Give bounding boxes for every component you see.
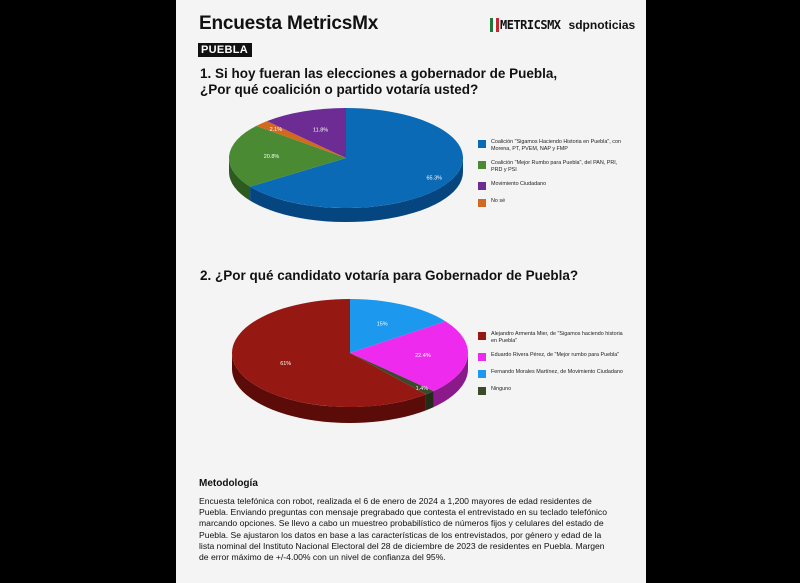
pie-2-label-3: 1.4% [415,386,429,393]
methodology-title: Metodología [199,478,258,489]
legend-1-item [478,160,628,173]
legend-label: Fernando Morales Martínez, de Movimiento Ciudadano [491,369,623,376]
pie-chart-1 [229,108,463,222]
legend-swatch [478,353,486,361]
legend-2-item [478,331,628,344]
pie-2-label-2: 22.4% [415,353,431,360]
legend-2-item [478,369,628,378]
legend-label: No sé [491,198,506,205]
legend-swatch [478,387,486,395]
methodology-text: Encuesta telefónica con robot, realizada el 6 de enero de 2024 a 1,200 mayores de edad residentes de Puebla. Enviando preguntas con mensaje pregrabado que contesta el entrevistado en su teclado telefónico marcando opciones. Se llevo a cabo un muestreo probabilístico de números fijos y celulares del estado de Puebla. Se ajustaron los datos en base a las características de los entrevistados, por género y edad de la lista nominal del Instituto Nacional Electoral del 28 de diciembre de 2023 de residentes en Puebla. Margen de error máximo de +/-4.00% con un nivel de confianza del 95%. [199,496,608,563]
pie-1-label-4: 11.8% [312,127,329,134]
legend-swatch [478,370,486,378]
legend-label: Ninguno [491,386,512,393]
legend-swatch [478,332,486,340]
legend-swatch [478,199,486,207]
metricsmx-logo: METRICSMX [500,18,561,32]
pie-chart-2 [232,299,468,423]
legend-1-item [478,181,628,190]
legend-1-item [478,139,628,152]
survey-card [176,0,646,583]
legend-swatch [478,182,486,190]
region-badge: PUEBLA [198,43,252,57]
legend-chart-1 [478,139,628,215]
legend-swatch [478,140,486,148]
question-1-line-1: 1. Si hoy fueran las elecciones a gobernador de Puebla, [200,66,558,81]
pie-1-label-3: 2.1% [269,126,283,133]
legend-label: Alejandro Armenta Mier, de "Sigamos haciendo historia en Puebla" [491,331,623,344]
question-2: 2. ¿Por qué candidato votaría para Gobernador de Puebla? [200,268,579,283]
legend-label: Coalición "Mejor Rumbo para Puebla", del PAN, PRI, PRD y PSI [491,160,618,173]
legend-swatch [478,161,486,169]
pie-1-label-1: 65.3% [426,175,443,182]
sdpnoticias-logo: sdpnoticias [568,18,636,32]
legend-2-item [478,386,628,395]
legend-2-item [478,352,628,361]
legend-label: Coalición "Sigamos Haciendo Historia en Puebla", con Morena, PT, PVEM, NAP y FMP [491,139,621,152]
pie-1-label-2: 20.8% [263,154,280,161]
question-1-line-2: ¿Por qué coalición o partido votaría usted? [200,82,479,97]
legend-1-item [478,198,628,207]
page-title: Encuesta MetricsMx [199,13,379,34]
pie-2-side-3 [426,391,434,410]
legend-label: Movimiento Ciudadano [491,181,547,188]
legend-label: Eduardo Rivera Pérez, de "Mejor rumbo para Puebla" [491,352,620,359]
pie-2-label-4: 61% [280,361,292,368]
legend-chart-2 [478,331,628,403]
pie-2-label-1: 15% [376,321,388,328]
